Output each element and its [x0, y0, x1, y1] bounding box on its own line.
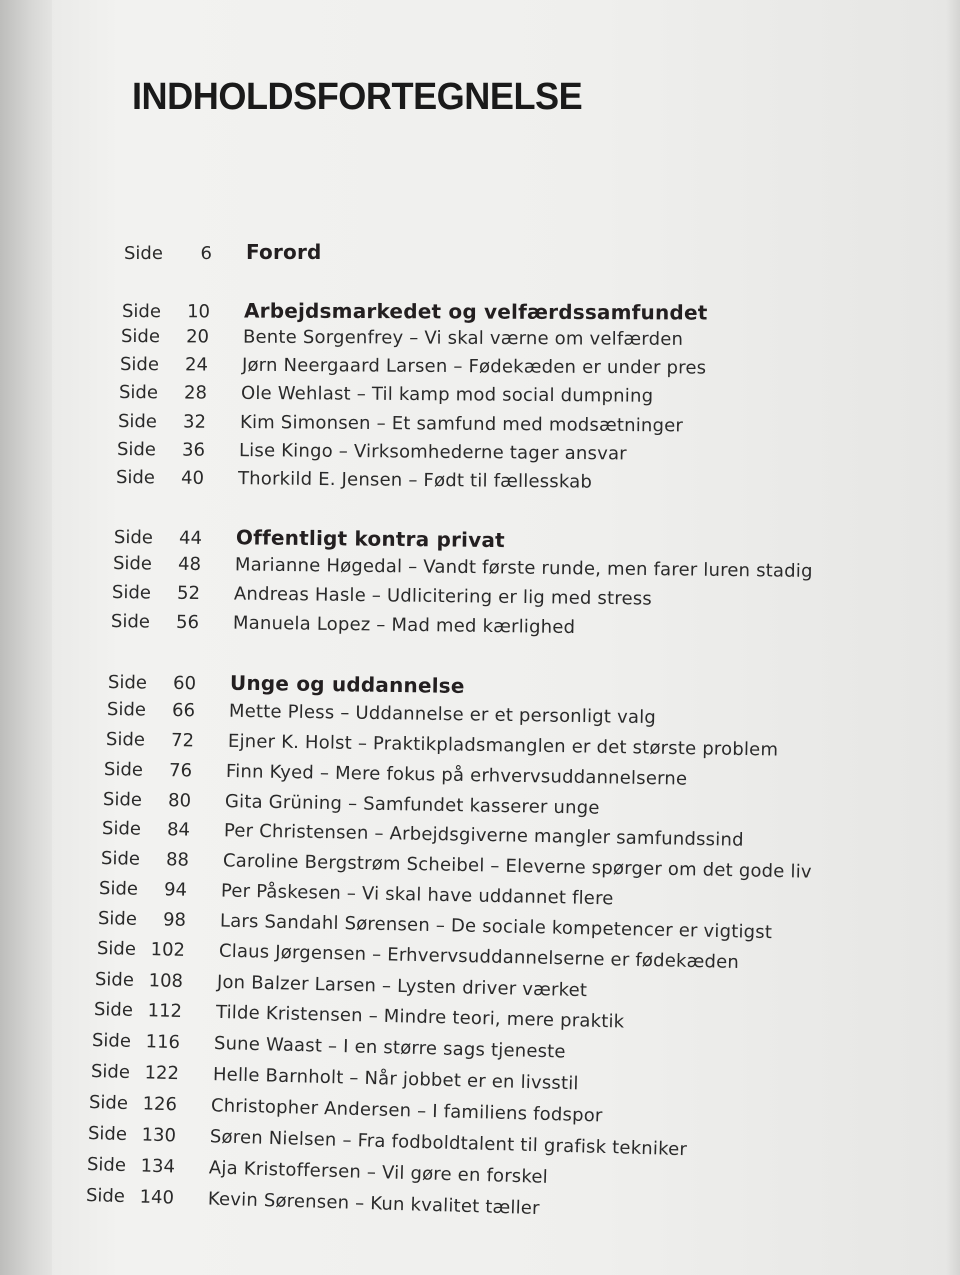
page-number: 6 [200, 243, 212, 264]
entry-title: Andreas Hasle – Udlicitering er lig med stress [233, 583, 653, 610]
side-label: Side [106, 699, 147, 721]
toc-entry [98, 908, 773, 943]
entry-title: Jon Balzer Larsen – Lysten driver værket [216, 971, 588, 1002]
entry-title: Caroline Bergstrøm Scheibel – Eleverne spørger om det gode liv [222, 850, 812, 883]
side-label: Side [85, 1185, 126, 1208]
page-number: 10 [187, 301, 211, 323]
toc-entry [104, 759, 688, 790]
page-number: 56 [175, 611, 200, 634]
page-number: 76 [168, 760, 193, 782]
page-number: 126 [142, 1093, 178, 1116]
toc-entry [103, 789, 600, 819]
page-number: 44 [178, 527, 203, 549]
toc-entry [99, 878, 614, 909]
entry-title: Jørn Neergaard Larsen – Fødekæden er under pres [241, 354, 707, 379]
entry-title: Ole Wehlast – Til kamp mod social dumpning [240, 382, 654, 407]
page-number: 116 [145, 1031, 181, 1054]
section-title: Offentligt kontra privat [235, 525, 505, 553]
side-label: Side [121, 301, 161, 323]
entry-title: Christopher Andersen – I familiens fodspor [210, 1095, 603, 1127]
page-number: 24 [185, 354, 209, 376]
side-label: Side [118, 382, 159, 404]
side-label: Side [90, 1061, 131, 1083]
section-title: Forord [246, 240, 322, 264]
side-label: Side [112, 553, 153, 575]
page-number: 28 [184, 382, 208, 404]
toc-section-heading [108, 669, 465, 698]
entry-title: Aja Kristoffersen – Vil gøre en forskel [208, 1157, 549, 1188]
page-number: 40 [180, 467, 205, 489]
side-label: Side [103, 759, 144, 781]
side-label: Side [91, 1030, 132, 1052]
side-label: Side [119, 354, 160, 376]
side-label: Side [120, 326, 160, 348]
side-label: Side [113, 527, 154, 549]
toc-entry [117, 439, 627, 464]
toc-entry [91, 1061, 579, 1094]
entry-title: Marianne Høgedal – Vandt første runde, men farer luren stadig [234, 554, 813, 582]
page-number: 130 [141, 1124, 177, 1147]
toc-section-heading [124, 240, 322, 264]
entry-title: Mette Pless – Uddannelse er et personligt valg [228, 700, 657, 729]
page-number: 88 [165, 849, 190, 871]
side-label: Side [93, 999, 134, 1021]
entry-title: Sune Waast – I en større sags tjeneste [213, 1032, 566, 1063]
side-label: Side [107, 672, 148, 694]
entry-title: Finn Kyed – Mere fokus på erhvervsuddannelserne [225, 761, 688, 790]
side-label: Side [105, 729, 146, 751]
toc-entry [113, 553, 813, 582]
toc-entry [102, 818, 744, 851]
toc-entry [121, 326, 683, 350]
side-label: Side [96, 938, 137, 960]
side-label: Side [111, 582, 152, 604]
toc-entry [107, 699, 656, 728]
page-number: 108 [148, 970, 184, 992]
page-number: 94 [163, 879, 188, 901]
section-title: Arbejdsmarkedet og velfærdssamfundet [243, 298, 708, 325]
page-number: 80 [167, 790, 192, 812]
toc-entry [86, 1185, 540, 1219]
toc-entry [116, 467, 592, 493]
entry-title: Per Christensen – Arbejdsgiverne mangler samfundssind [223, 820, 744, 851]
page-number: 140 [139, 1186, 175, 1209]
side-label: Side [87, 1123, 128, 1146]
page-number: 84 [166, 819, 191, 841]
page-number: 66 [171, 699, 196, 722]
side-label: Side [102, 789, 143, 811]
side-label: Side [116, 439, 157, 461]
toc-entry [94, 999, 625, 1032]
side-label: Side [97, 908, 138, 930]
toc-entry [118, 411, 683, 436]
toc-entry [92, 1030, 566, 1063]
entry-title: Helle Barnholt – Når jobbet er en livsstil [212, 1064, 579, 1095]
page-number: 52 [176, 582, 201, 605]
entry-title: Ejner K. Holst – Praktikpladsmanglen er det største problem [227, 730, 779, 761]
toc-entry [87, 1154, 548, 1188]
toc-entry [89, 1092, 603, 1126]
entry-title: Manuela Lopez – Mad med kærlighed [232, 612, 576, 639]
page-number: 72 [170, 730, 195, 752]
entry-title: Lars Sandahl Sørensen – De sociale kompetencer er vigtigst [219, 910, 773, 944]
page-number: 48 [177, 553, 202, 575]
page-number: 36 [181, 439, 206, 461]
page-title: INDHOLDSFORTEGNELSE [132, 76, 583, 118]
toc-entry [95, 969, 588, 1001]
entry-title: Tilde Kristensen – Mindre teori, mere praktik [215, 1001, 625, 1033]
entry-title: Kevin Sørensen – Kun kvalitet tæller [207, 1188, 540, 1220]
entry-title: Søren Nielsen – Fra fodboldtalent til grafisk tekniker [209, 1126, 688, 1161]
entry-title: Gita Grüning – Samfundet kasserer unge [224, 791, 600, 819]
side-label: Side [98, 878, 139, 900]
side-label: Side [86, 1154, 127, 1177]
page-number: 112 [147, 1000, 183, 1023]
side-label: Side [124, 243, 163, 264]
page-number: 134 [140, 1155, 176, 1178]
entry-title: Per Påskesen – Vi skal have uddannet flere [220, 880, 614, 910]
side-label: Side [100, 848, 141, 870]
page-number: 98 [162, 909, 187, 931]
toc-entry [88, 1123, 688, 1160]
page-number: 20 [186, 326, 210, 348]
side-label: Side [94, 969, 135, 991]
toc-entry [112, 582, 652, 610]
toc-entry [111, 611, 575, 638]
entry-title: Lise Kingo – Virksomhederne tager ansvar [238, 440, 627, 465]
section-title: Unge og uddannelse [229, 670, 465, 698]
entry-title: Kim Simonsen – Et samfund med modsætninger [239, 411, 684, 437]
toc-section-heading [114, 524, 505, 552]
page-number: 32 [183, 411, 207, 433]
side-label: Side [115, 467, 156, 489]
toc-entry [120, 354, 706, 379]
entry-title: Bente Sorgenfrey – Vi skal værne om velfærden [242, 326, 684, 350]
entry-title: Thorkild E. Jensen – Født til fællesskab [237, 468, 593, 493]
side-label: Side [88, 1092, 129, 1115]
entry-title: Claus Jørgensen – Erhvervsuddannelserne er fødekæden [218, 940, 740, 974]
side-label: Side [110, 611, 151, 633]
page-number: 102 [150, 939, 186, 961]
toc-entry [119, 382, 653, 407]
toc-entry [106, 729, 778, 761]
toc-entry [101, 848, 812, 883]
toc-entry [97, 938, 739, 973]
toc-section-heading [122, 298, 708, 325]
page-number: 122 [144, 1062, 180, 1085]
side-label: Side [117, 411, 158, 433]
side-label: Side [101, 818, 142, 840]
page-number: 60 [172, 672, 197, 695]
